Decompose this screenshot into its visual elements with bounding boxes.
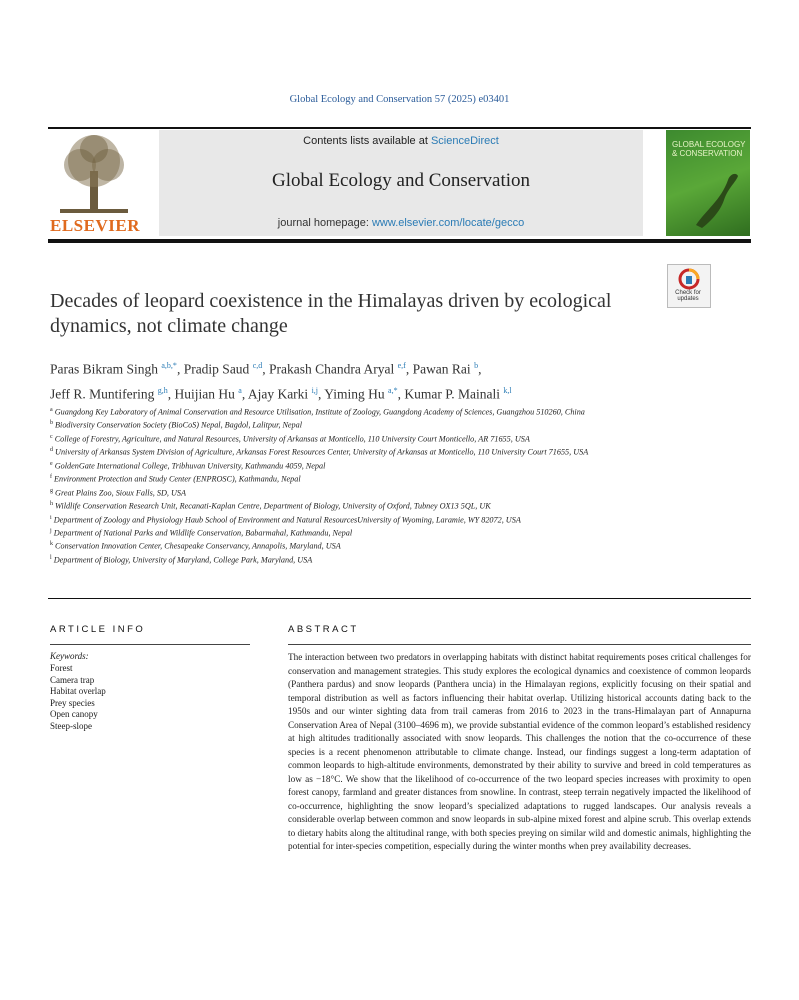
affiliation-marker: c xyxy=(50,433,53,440)
homepage-line xyxy=(159,217,643,229)
author-name[interactable]: Pawan Rai xyxy=(412,361,471,377)
affiliation-text: Wildlife Conservation Research Unit, Recanati-Kaplan Centre, Department of Biology, University of Oxford, Tubney OX13 5QL, UK xyxy=(55,501,491,511)
affiliation-item xyxy=(50,472,650,485)
keyword-item: Camera trap xyxy=(50,674,95,685)
affiliation-text: Guangdong Key Laboratory of Animal Conservation and Resource Utilisation, Institute of Zoology, Guangdong Academy of Sciences, Guangzhou 510260, China xyxy=(54,407,585,417)
publisher-name: ELSEVIER xyxy=(50,216,140,235)
divider xyxy=(48,127,751,129)
affiliation-marker: a xyxy=(50,407,53,413)
homepage-link[interactable]: www.elsevier.com/locate/gecco xyxy=(371,217,525,229)
author-affiliation-marker[interactable]: e,f xyxy=(397,361,406,370)
affiliation-marker: h xyxy=(50,501,53,508)
affiliation-marker: f xyxy=(50,474,52,481)
sciencedirect-link[interactable]: ScienceDirect xyxy=(430,135,499,147)
affiliation-marker: e xyxy=(50,460,53,467)
author-affiliation-marker[interactable]: a xyxy=(238,385,242,395)
affiliation-marker: d xyxy=(50,447,53,454)
cover-title: GLOBAL ECOLOGY & CONSERVATION xyxy=(672,140,746,158)
keyword-item: Habitat overlap xyxy=(50,686,106,697)
journal-reference[interactable]: Global Ecology and Conservation 57 (2025) e03401 xyxy=(289,94,510,105)
affiliation-item xyxy=(50,526,650,539)
author-affiliation-marker[interactable]: g,h xyxy=(157,385,168,395)
affiliation-item xyxy=(50,459,650,472)
affiliation-text: University of Arkansas System Division of Agriculture, Arkansas Forest Resources Center, University of Arkansas at Monticello, 110 University Court 71655, USA xyxy=(55,448,589,458)
keyword-list xyxy=(50,663,106,733)
divider xyxy=(48,598,751,599)
keyword-item: Forest xyxy=(50,663,73,673)
affiliation-text: GoldenGate International College, Tribhuvan University, Kathmandu 4059, Nepal xyxy=(54,461,326,471)
author-name[interactable]: Paras Bikram Singh xyxy=(50,361,158,377)
affiliation-text: Conservation Innovation Center, Chesapeake Conservancy, Annapolis, Maryland, USA xyxy=(55,542,341,552)
affiliation-marker: k xyxy=(50,541,53,548)
author-name[interactable]: Kumar P. Mainali xyxy=(404,386,500,401)
author-name[interactable]: Ajay Karki xyxy=(247,386,309,401)
affiliation-item xyxy=(50,486,650,499)
author-name[interactable]: Pradip Saud xyxy=(183,361,250,377)
keyword-item: Open canopy xyxy=(50,709,98,720)
contents-prefix: Contents lists available at xyxy=(303,135,431,147)
affiliation-marker: j xyxy=(50,527,52,534)
author-affiliation-marker[interactable]: k,l xyxy=(503,385,512,395)
divider xyxy=(288,644,751,645)
affiliation-item xyxy=(50,499,650,512)
author-list: Paras Bikram Singh $^{a,b,*}$, Pradip Saud $^{c,d}$, Prakash Chandra Aryal $^{e,f}$, Pawan Rai $^b$, Jeff R. Muntifering $^{g,h}$, Huijian Hu $^a$, Ajay Karki $^{i,j}$, Yiming Hu $^{a,*}$, Kumar P. Mainali $^{k,l}$ xyxy=(50,361,512,401)
affiliation-item xyxy=(50,432,650,445)
affiliation-item xyxy=(50,553,650,566)
author-affiliation-marker[interactable]: a,b,* xyxy=(161,361,177,370)
author-name[interactable]: Yiming Hu xyxy=(324,386,385,401)
keywords-label: Keywords: xyxy=(50,651,89,661)
affiliation-marker: l xyxy=(50,554,52,561)
affiliation-item xyxy=(50,405,650,418)
affiliation-text: Great Plains Zoo, Sioux Falls, SD, USA xyxy=(55,488,186,498)
affiliation-item xyxy=(50,513,650,526)
affiliation-item xyxy=(50,539,650,552)
affiliation-marker: i xyxy=(50,514,52,521)
divider xyxy=(50,644,250,645)
affiliation-item xyxy=(50,418,650,431)
affiliation-marker: g xyxy=(50,487,53,494)
affiliation-text: College of Forestry, Agriculture, and Natural Resources, University of Arkansas at Monticello, 110 University Court Monticello, AR 71655, USA xyxy=(54,434,530,444)
keyword-item: Prey species xyxy=(50,697,95,708)
journal-name: Global Ecology and Conservation xyxy=(271,170,531,191)
author-affiliation-marker[interactable]: c,d xyxy=(252,361,263,370)
author-name[interactable]: Jeff R. Muntifering xyxy=(50,386,155,401)
abstract-heading: ABSTRACT xyxy=(288,624,359,635)
article-title: Decades of leopard coexistence in the Himalayas driven by ecological dynamics, not climate change xyxy=(50,290,612,337)
author-name[interactable]: Huijian Hu xyxy=(174,386,235,401)
check-updates-label: Check for updates xyxy=(675,290,701,302)
affiliation-text: Biodiversity Conservation Society (BioCoS) Nepal, Bagdol, Lalitpur, Nepal xyxy=(55,421,303,431)
article-info-heading: ARTICLE INFO xyxy=(50,624,146,635)
affiliation-text: Department of Zoology and Physiology Haub School of Environment and Natural ResourcesUniversity of Wyoming, Laramie, WY 82072, USA xyxy=(53,515,521,525)
author-affiliation-marker[interactable]: i,j xyxy=(311,385,319,395)
divider xyxy=(48,239,751,243)
homepage-prefix: journal homepage: xyxy=(277,217,372,229)
affiliation-text: Department of National Parks and Wildlife Conservation, Babarmahal, Kathmandu, Nepal xyxy=(53,528,353,538)
author-affiliation-marker[interactable]: a,* xyxy=(388,385,398,395)
affiliation-text: Department of Biology, University of Maryland, College Park, Maryland, USA xyxy=(53,555,313,565)
affiliation-item xyxy=(50,445,650,458)
author-affiliation-marker[interactable]: b xyxy=(474,361,479,370)
keyword-item: Steep-slope xyxy=(50,720,92,731)
author-name[interactable]: Prakash Chandra Aryal xyxy=(269,361,395,377)
contents-line xyxy=(159,135,643,147)
affiliation-marker: b xyxy=(50,420,53,427)
affiliation-text: Environment Protection and Study Center (ENPROSC), Kathmandu, Nepal xyxy=(54,474,301,484)
affiliation-list xyxy=(50,405,650,566)
abstract-text: The interaction between two predators in overlapping habitats with distinct habitat requirements poses critical challenges for conservation and management strategies. This study explores the ecological dynamics and coexistence of common leopards (Panthera pardus) and snow leopards (Panthera uncia) in the Himalayan regions, explicitly focusing on their spatial and temporal distribution as well as factors influencing their habitat overlap. Utilizing historical accounts dating back to the 1950s and our winter sighting data from trail cameras from 2016 to 2023 in the trans-Himalayan part of Annapurna Conservation Area of Nepal (3100–4696 m), we provide substantial evidence of the common leopard’s established residency at high altitudes traditionally associated with snow leopards. This challenges the notion that the co-occurrence of these species is a recent phenomenon attributable to climate change. Instead, our findings suggest a long-term adaptation of common leopards to high-altitude environments, demonstrated by their ability to survive and breed in cold temperatures as low as −18°C. We show that the likelihood of co-occurrence of the two leopard species increases with proximity to open forest canopy, farmland and greater distances from snowline. In contrast, steep terrain negatively impacted the likelihood of co-occurrence, highlighting the snow leopard’s specialized adaptations to rugged landscapes. Our analysis reveals a considerable overlap between common and snow leopards in sub-alpine mixed forest and alpine scrub. This overlap extends to dietary habits along the altitudinal range, with both species preying on similar wild and domestic animals, highlighting the potential for inter-species competition, especially during the winter months when prey availability decreases. xyxy=(288,653,751,852)
